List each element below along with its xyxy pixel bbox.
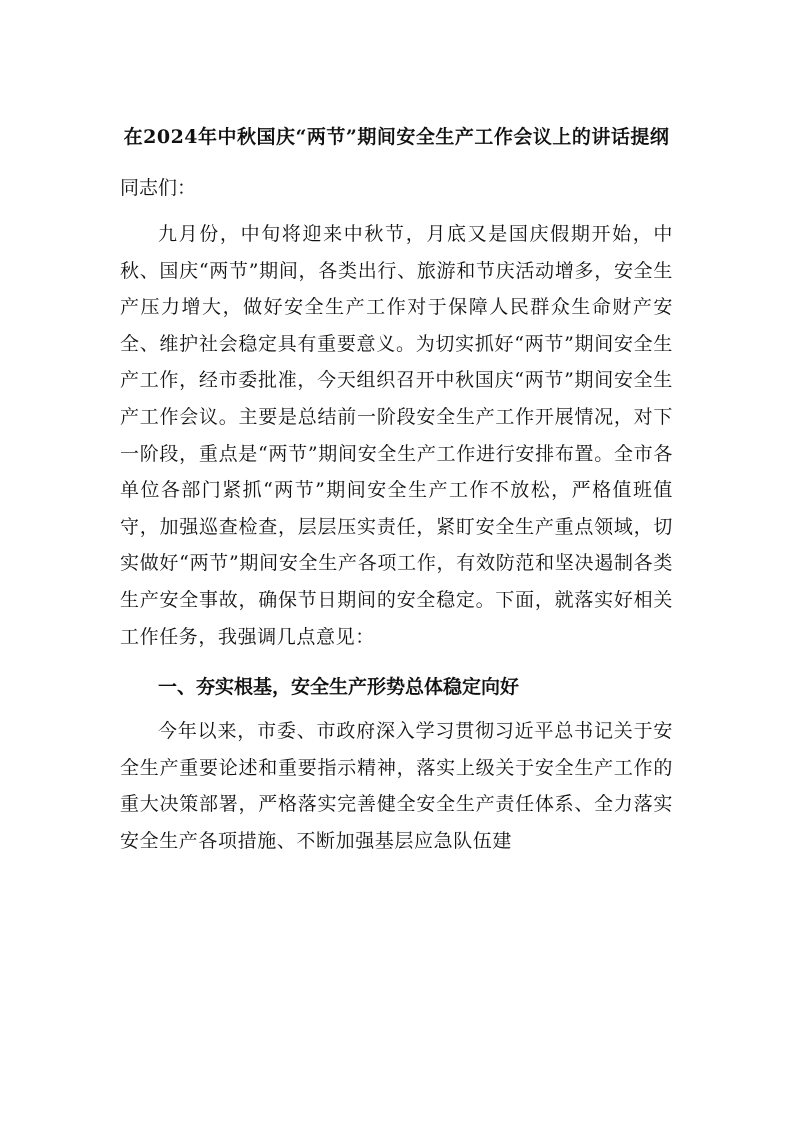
section-heading-1: 一、夯实根基，安全生产形势总体稳定向好 — [158, 676, 520, 699]
salutation: 同志们： — [120, 177, 197, 199]
section-1-paragraph: 今年以来，市委、市政府深入学习贯彻习近平总书记关于安全生产重要论述和重要指示精神，落实上级关于安全生产工作的重大决策部署，严格落实完善健全安全生产责任体系、全力落实安全生产各项措施、不断加强基层应急队伍建 — [120, 720, 673, 852]
document-body — [120, 118, 673, 860]
document-title: 在2024年中秋国庆“两节”期间安全生产工作会议上的讲话提纲 — [123, 126, 670, 148]
intro-paragraph: 九月份，中旬将迎来中秋节，月底又是国庆假期开始，中秋、国庆“两节”期间，各类出行、旅游和节庆活动增多，安全生产压力增大，做好安全生产工作对于保障人民群众生命财产安全、维护社会稳定具有重要意义。为切实抓好“两节”期间安全生产工作，经市委批准，今天组织召开中秋国庆“两节”期间安全生产工作会议。主要是总结前一阶段安全生产工作开展情况，对下一阶段，重点是“两节”期间安全生产工作进行安排布置。全市各单位各部门紧抓“两节”期间安全生产工作不放松，严格值班值守，加强巡查检查，层层压实责任，紧盯安全生产重点领域，切实做好“两节”期间安全生产各项工作，有效防范和坚决遏制各类生产安全事故，确保节日期间的安全稳定。下面，就落实好相关工作任务，我强调几点意见： — [120, 223, 673, 648]
